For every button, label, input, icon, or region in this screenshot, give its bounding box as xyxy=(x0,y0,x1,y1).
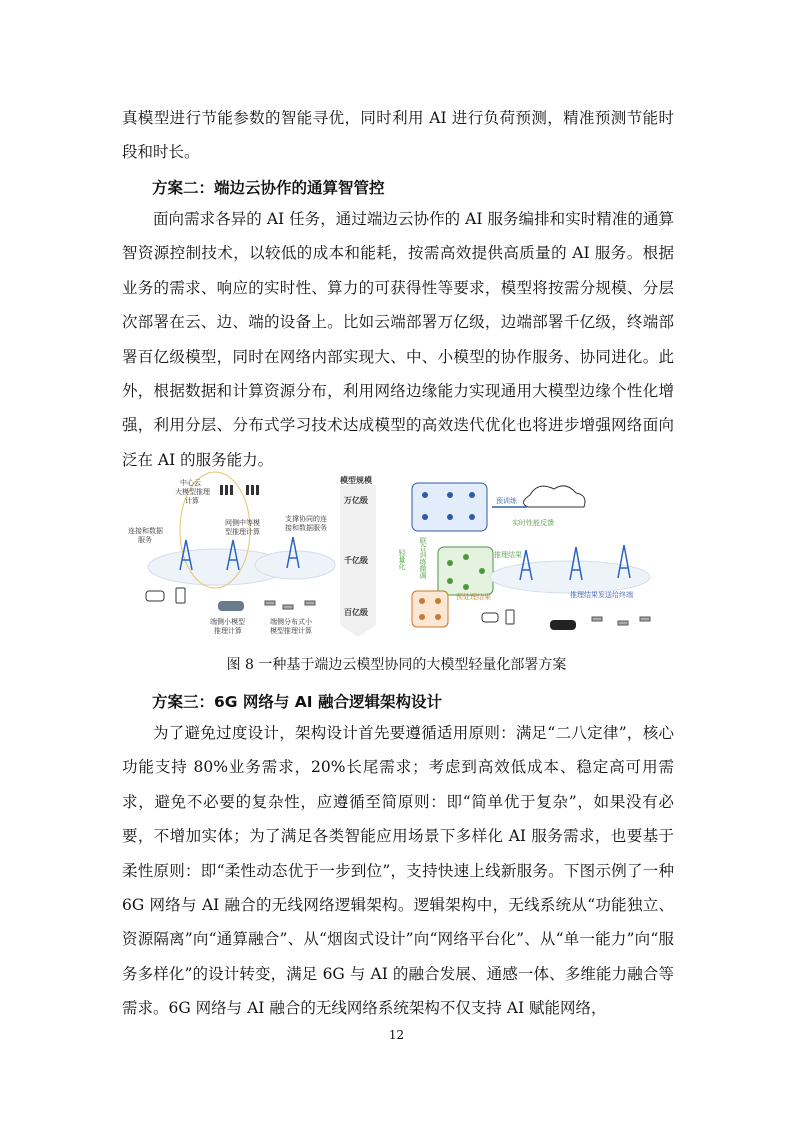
label-inference-send-terminal: 推理结果发送给终端 xyxy=(570,591,633,599)
figure-8-diagram xyxy=(128,475,660,647)
label-network-mid-model-1: 网侧中等模 xyxy=(225,519,260,527)
model-scale-column xyxy=(339,475,376,637)
label-connection-data: 连接和数据 xyxy=(128,527,163,535)
label-service: 服务 xyxy=(138,536,152,544)
label-pretrain: 预训练 xyxy=(496,497,517,505)
car-icon xyxy=(218,601,244,611)
label-lightweight: 轻量化 xyxy=(398,549,406,570)
label-support-collab-2: 接和数据服务 xyxy=(285,524,327,532)
label-realtime-feedback: 实时性能反馈 xyxy=(512,519,554,527)
label-device-distributed-2: 模型推理计算 xyxy=(270,627,312,635)
section-heading-scheme-3: 方案三：6G 网络与 AI 融合逻辑架构设计 xyxy=(152,693,442,711)
label-device-small-model-2: 推理计算 xyxy=(214,627,242,635)
phone-icon xyxy=(506,610,514,624)
label-ten-billion: 百亿级 xyxy=(344,608,368,617)
label-large-model-inference: 大模型推理 xyxy=(175,488,210,496)
label-inference-result: 推理结果 xyxy=(494,551,522,559)
vr-headset-icon xyxy=(482,613,498,622)
label-center-cloud: 中心云 xyxy=(180,479,201,487)
paragraph-2: 面向需求各异的 AI 任务，通过端边云协作的 AI 服务编排和实时精准的通算智资源控制技术，以较低的成本和能耗，按需高效提供高质量的 AI 服务。根据业务的需求、响应的实时性、算力的可获得性等要求，模型将按需分规模、分层次部署在云、边、端的设备上。比如云端部署万亿级，边端部署千亿级，终端部署百亿级模型，同时在网络内部实现大、中、小模型的协作服务、协同进化。此外，根据数据和计算资源分布，利用网络边缘能力实现通用大模型边缘个性化增强，利用分层、分布式学习技术达成模型的高效迭代优化也将进步增强网络面向泛在 AI 的服务能力。 xyxy=(122,210,674,469)
label-device-small-model-1: 端侧小模型 xyxy=(210,618,245,626)
vr-headset-icon xyxy=(146,591,164,601)
label-network-mid-model-2: 型推理计算 xyxy=(225,528,260,536)
small-model-box xyxy=(412,591,448,627)
server-icon xyxy=(220,485,259,495)
cloud-icon xyxy=(523,486,585,507)
drone-icon xyxy=(592,617,650,625)
paragraph-1: 真模型进行节能参数的智能寻优，同时利用 AI 进行负荷预测，精准预测节能时段和时长。 xyxy=(122,109,674,162)
section-heading-scheme-2: 方案二：端边云协作的通算智管控 xyxy=(152,179,385,197)
label-joint-training: 联合训练微调 xyxy=(419,537,427,579)
figure-caption: 图 8 一种基于端边云模型协同的大模型轻量化部署方案 xyxy=(226,657,567,673)
large-model-box xyxy=(412,483,487,531)
left-panel xyxy=(128,472,335,635)
drone-icon xyxy=(265,601,315,609)
label-model-scale: 模型规模 xyxy=(340,476,372,485)
label-preprocess-result: 预处理结果 xyxy=(456,593,491,601)
phone-icon xyxy=(176,588,185,603)
label-device-distributed-1: 端侧分布式小 xyxy=(270,618,312,626)
label-support-collab-1: 支撑协同的连 xyxy=(285,515,327,523)
label-compute: 计算 xyxy=(185,497,199,505)
page-number: 12 xyxy=(388,1028,405,1042)
paragraph-3: 为了避免过度设计，架构设计首先要遵循适用原则：满足“二八定律”，核心功能支持 80%业务需求，20%长尾需求；考虑到高效低成本、稳定高可用需求，避免不必要的复杂性，应遵循至简原则：即“简单优于复杂”，如果没有必要，不增加实体；为了满足各类智能应用场景下多样化 AI 服务需求，也要基于柔性原则：即“柔性动态优于一步到位”，支持快速上线新服务。下图示例了一种 6G 网络与 AI 融合的无线网络逻辑架构。逻辑架构中，无线系统从“功能独立、资源隔离”向“通算融合”、从“烟囱式设计”向“网络平台化”、从“单一能力”向“服务多样化”的设计转变，满足 6G 与 AI 的融合发展、通感一体、多维能力融合等需求。6G 网络与 AI 融合的无线网络系统架构不仅支持 AI 赋能网络， xyxy=(122,724,674,1018)
label-hundred-billion: 千亿级 xyxy=(344,556,368,565)
right-panel xyxy=(398,483,651,630)
label-trillion: 万亿级 xyxy=(344,496,368,505)
car-icon xyxy=(550,620,576,630)
